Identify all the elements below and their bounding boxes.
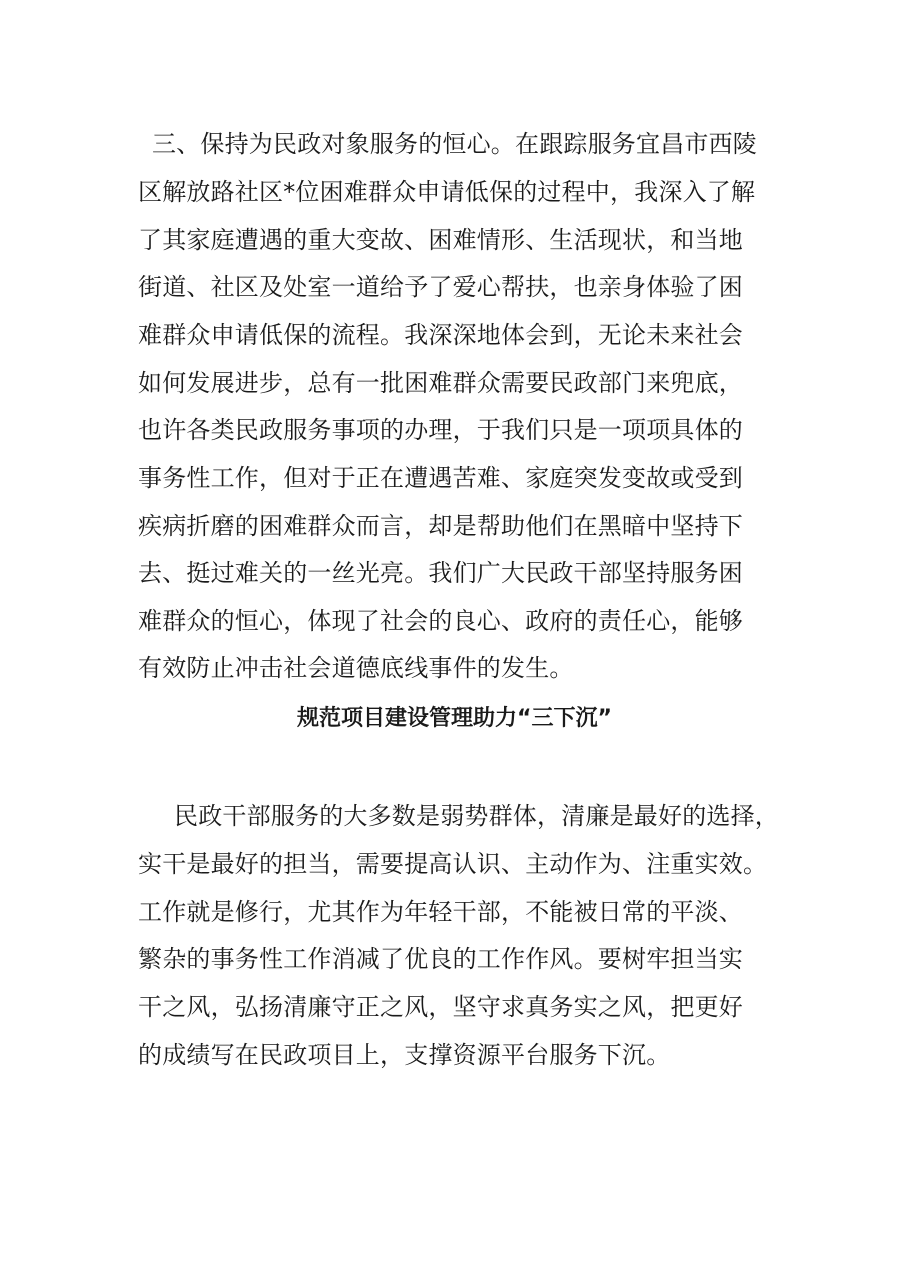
section2-line-6: 的成绩写在民政项目上，支撑资源平台服务下沉。 [138, 1041, 671, 1069]
section1-line-9: 疾病折磨的困难群众而言，却是帮助他们在黑暗中坚持下 [138, 512, 743, 540]
section1-line-6: 如何发展进步，总有一批困难群众需要民政部门来兜底， [138, 369, 743, 397]
section1-line-11: 难群众的恒心，体现了社会的良心、政府的责任心，能够 [138, 607, 743, 635]
section1-line-1: 三、保持为民政对象服务的恒心。在跟踪服务宜昌市西陵 [152, 130, 757, 158]
section1-line-8: 事务性工作，但对于正在遭遇苦难、家庭突发变故或受到 [138, 464, 743, 492]
section2-line-4: 繁杂的事务性工作消减了优良的工作作风。要树牢担当实 [138, 945, 743, 973]
section2-line-2: 实干是最好的担当，需要提高认识、主动作为、注重实效。 [138, 850, 768, 878]
section2-line-1: 民政干部服务的大多数是弱势群体，清廉是最好的选择， [174, 802, 779, 830]
section1-line-4: 街道、社区及处室一道给予了爱心帮扶，也亲身体验了困 [138, 273, 743, 301]
section-heading: 规范项目建设管理助力“三下沉” [297, 706, 612, 731]
section1-line-5: 难群众申请低保的流程。我深深地体会到，无论未来社会 [138, 321, 743, 349]
section1-line-7: 也许各类民政服务事项的办理，于我们只是一项项具体的 [138, 416, 743, 444]
section1-line-12: 有效防止冲击社会道德底线事件的发生。 [138, 654, 574, 682]
section1-line-3: 了其家庭遭遇的重大变故、困难情形、生活现状，和当地 [138, 226, 743, 254]
section1-line-2: 区解放路社区*位困难群众申请低保的过程中，我深入了解 [138, 178, 756, 206]
section2-line-5: 干之风，弘扬清廉守正之风，坚守求真务实之风，把更好 [138, 993, 743, 1021]
section1-line-10: 去、挺过难关的一丝光亮。我们广大民政干部坚持服务困 [138, 559, 743, 587]
section2-line-3: 工作就是修行，尤其作为年轻干部，不能被日常的平淡、 [138, 898, 743, 926]
